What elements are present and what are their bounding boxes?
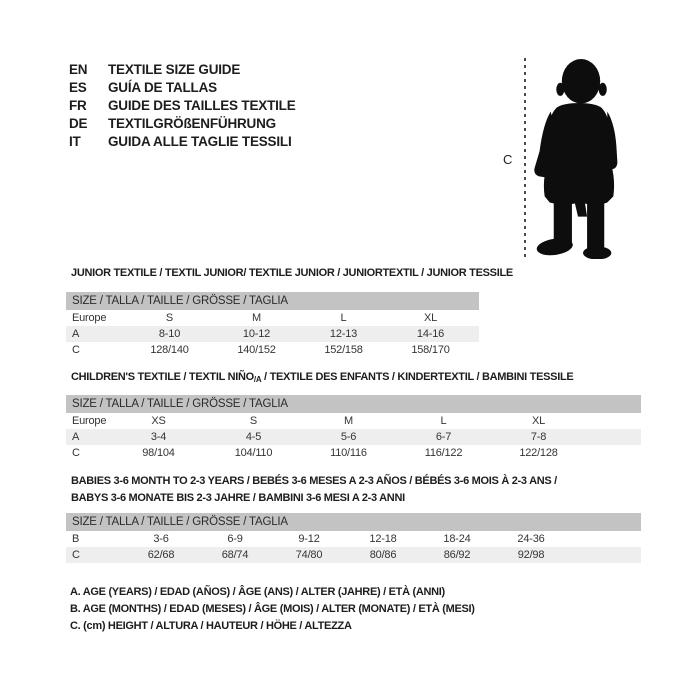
junior-section-title: JUNIOR TEXTILE / TEXTIL JUNIOR/ TEXTILE JUNIOR / JUNIORTEXTIL / JUNIOR TESSILE (71, 267, 513, 279)
note-b: B. AGE (MONTHS) / EDAD (MESES) / ÂGE (MOIS) / ALTER (MONATE) / ETÀ (MESI) (70, 603, 475, 615)
size-cell: S (249, 415, 258, 427)
size-cell: M (344, 415, 353, 427)
size-cell: M (252, 312, 261, 324)
size-header-bar: SIZE / TALLA / TAILLE / GRÖSSE / TAGLIA (66, 292, 479, 310)
row-label-cell: A (72, 431, 80, 443)
table-row (66, 310, 479, 326)
value-cell: 140/152 (237, 344, 276, 356)
language-code: ES (69, 80, 87, 95)
table-row (66, 342, 479, 358)
table-row (66, 429, 641, 445)
language-label: GUIDE DES TAILLES TEXTILE (108, 98, 296, 113)
table-row (66, 531, 641, 547)
filler-cell (586, 429, 641, 445)
table-row (66, 547, 641, 563)
babies-title-line1: BABIES 3-6 MONTH TO 2-3 YEARS / BEBÉS 3-6 MESES A 2-3 AÑOS / BÉBÉS 3-6 MOIS À 2-3 ANS / (71, 475, 557, 487)
row-label-cell: B (72, 533, 80, 545)
table-row (66, 413, 641, 429)
size-cell: L (440, 415, 447, 427)
children-title-rest: / TEXTILE DES ENFANTS / KINDERTEXTIL / BAMBINI TESSILE (261, 371, 574, 383)
row-label-cell: C (72, 447, 80, 459)
row-label-cell: A (72, 328, 80, 340)
filler-cell (474, 310, 479, 326)
value-cell: 122/128 (519, 447, 558, 459)
height-measure-label: C (503, 152, 513, 167)
language-row (69, 115, 296, 133)
value-cell: 18-24 (443, 533, 471, 545)
size-cell: XS (151, 415, 166, 427)
value-cell: 6-9 (227, 533, 243, 545)
value-cell: 110/116 (330, 447, 367, 459)
language-code: EN (69, 62, 88, 77)
children-title-main: CHILDREN'S TEXTILE / TEXTIL NIÑO (71, 371, 254, 383)
value-cell: 7-8 (530, 431, 547, 443)
value-cell: 152/158 (324, 344, 363, 356)
filler-cell (568, 531, 641, 547)
value-cell: 14-16 (416, 328, 445, 340)
value-cell: 104/110 (234, 447, 273, 459)
language-label: GUÍA DE TALLAS (108, 80, 217, 95)
babies-title-line2: BABYS 3-6 MONATE BIS 2-3 JAHRE / BAMBINI 3-6 MESI A 2-3 ANNI (71, 492, 405, 504)
language-row (69, 61, 296, 79)
value-cell: 80/86 (369, 549, 397, 561)
babies-section-title (71, 473, 557, 507)
value-cell: 98/104 (142, 447, 175, 459)
value-cell: 12-13 (329, 328, 358, 340)
legend-notes (70, 584, 475, 635)
children-section-title (71, 370, 573, 387)
row-label-cell: Europe (72, 312, 107, 324)
value-cell: 4-5 (245, 431, 262, 443)
children-size-table (66, 395, 641, 461)
children-title-sub: /A (253, 375, 262, 384)
language-row (69, 79, 296, 97)
language-code: IT (69, 134, 81, 149)
language-code: DE (69, 116, 88, 131)
value-cell: 74/80 (295, 549, 323, 561)
table-row (66, 326, 479, 342)
toddler-silhouette-image (532, 55, 626, 259)
filler-cell (586, 413, 641, 429)
filler-cell (474, 326, 479, 342)
row-label-cell: Europe (72, 415, 107, 427)
note-a: A. AGE (YEARS) / EDAD (AÑOS) / ÂGE (ANS) / ALTER (JAHRE) / ETÀ (ANNI) (70, 586, 445, 598)
value-cell: 158/170 (411, 344, 450, 356)
size-header-bar: SIZE / TALLA / TAILLE / GRÖSSE / TAGLIA (66, 513, 641, 531)
value-cell: 24-36 (517, 533, 545, 545)
value-cell: 3-6 (153, 533, 169, 545)
value-cell: 6-7 (435, 431, 452, 443)
language-code: FR (69, 98, 87, 113)
value-cell: 86/92 (443, 549, 471, 561)
row-label-cell: C (72, 549, 80, 561)
value-cell: 62/68 (147, 549, 175, 561)
filler-cell (568, 547, 641, 563)
value-cell: 8-10 (158, 328, 181, 340)
value-cell: 9-12 (298, 533, 320, 545)
size-cell: XL (531, 415, 546, 427)
language-block (69, 61, 296, 151)
value-cell: 3-4 (150, 431, 167, 443)
size-cell: S (165, 312, 174, 324)
size-cell: L (340, 312, 347, 324)
height-measure-dotted-line (524, 58, 526, 259)
filler-cell (474, 342, 479, 358)
language-row (69, 133, 296, 151)
language-row (69, 97, 296, 115)
language-label: TEXTILE SIZE GUIDE (108, 62, 241, 77)
note-c: C. (cm) HEIGHT / ALTURA / HAUTEUR / HÖHE / ALTEZZA (70, 620, 352, 632)
size-cell: XL (423, 312, 438, 324)
row-label-cell: C (72, 344, 80, 356)
junior-size-table (66, 292, 479, 358)
value-cell: 12-18 (369, 533, 397, 545)
value-cell: 5-6 (340, 431, 357, 443)
value-cell: 92/98 (517, 549, 545, 561)
size-header-bar: SIZE / TALLA / TAILLE / GRÖSSE / TAGLIA (66, 395, 641, 413)
value-cell: 68/74 (221, 549, 249, 561)
filler-cell (586, 445, 641, 461)
language-label: TEXTILGRÖßENFÜHRUNG (108, 116, 276, 131)
babies-size-table (66, 513, 641, 563)
value-cell: 116/122 (424, 447, 463, 459)
table-row (66, 445, 641, 461)
value-cell: 10-12 (242, 328, 271, 340)
language-label: GUIDA ALLE TAGLIE TESSILI (108, 134, 292, 149)
value-cell: 128/140 (150, 344, 189, 356)
